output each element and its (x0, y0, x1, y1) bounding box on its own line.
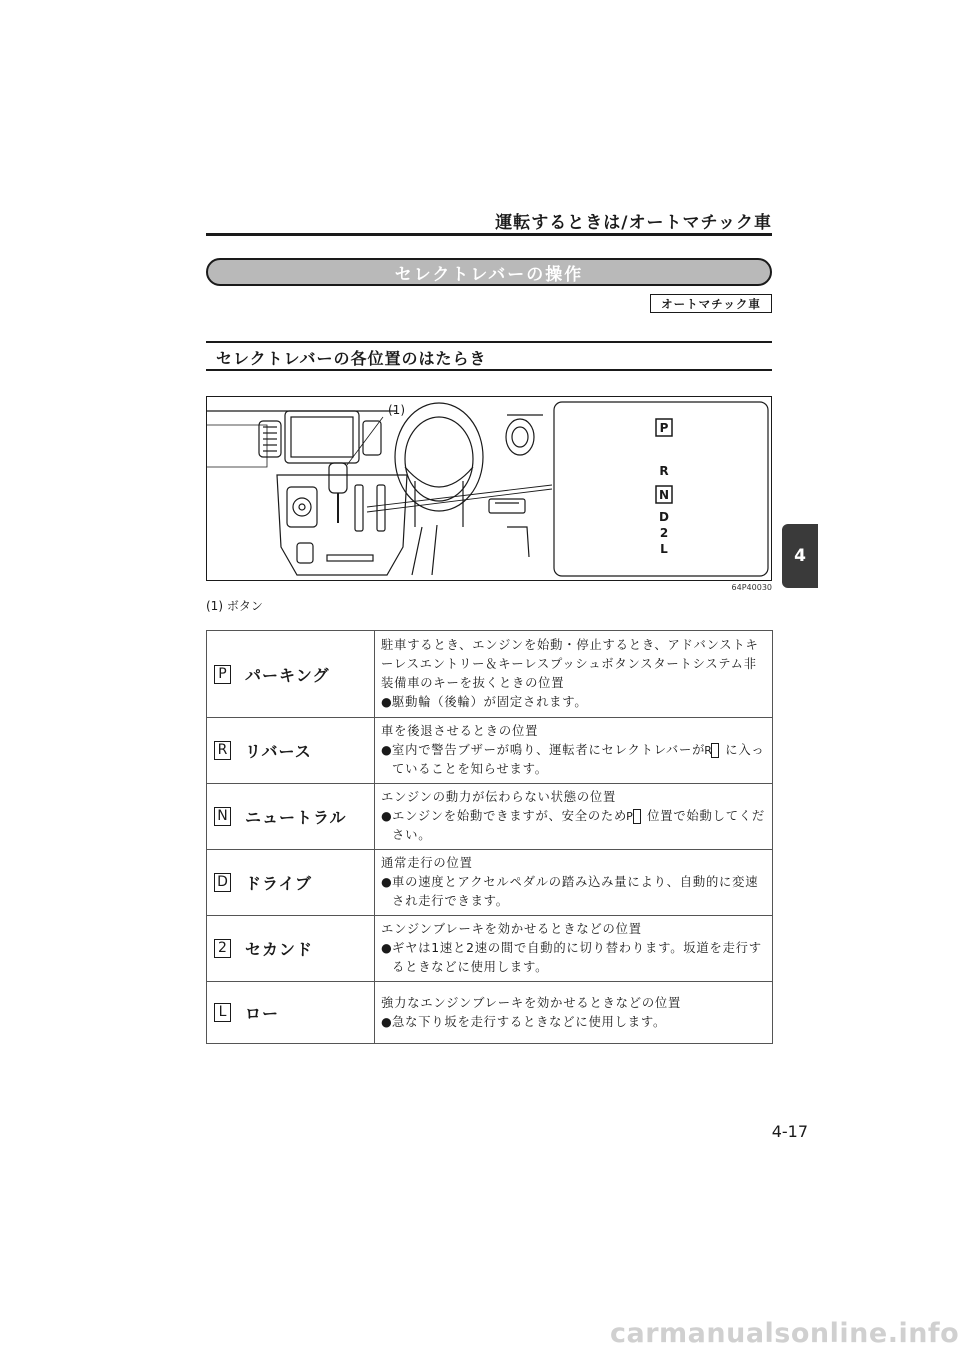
description-text: エンジンの動力が伝わらない状態の位置 (381, 790, 617, 804)
bullet-mark: ● (381, 695, 393, 709)
bullet-mark: ● (381, 1014, 393, 1029)
section-banner (206, 258, 772, 286)
bullet-item: ●ギヤは1速と2速の間で自動的に切り替わります。坂道を走行するときなどに使用します。 (381, 941, 762, 974)
bullet-item: ●エンジンを始動できますが、安全のためP 位置で始動してください。 (381, 809, 766, 842)
position-description (375, 784, 773, 850)
position-table (206, 630, 773, 1044)
dashboard-drawing (207, 397, 772, 581)
gate-label-n: N (658, 488, 670, 502)
bullet-item: ●急な下り坂を走行するときなどに使用します。 (381, 1013, 766, 1032)
table-row (207, 982, 773, 1044)
position-name-cell (207, 718, 375, 784)
dashboard-illustration (206, 396, 772, 581)
position-label: リバース (245, 742, 312, 761)
bullet-item: ●駆動輪（後輪）が固定されます。 (381, 693, 766, 712)
inline-gear-box: R (711, 743, 719, 758)
applies-to-tag: オートマチック車 (650, 294, 772, 313)
figure-code: 64P40030 (731, 583, 772, 592)
gate-label-l: L (660, 542, 668, 556)
table-row (207, 718, 773, 784)
section-title: セレクトレバーの操作 (394, 264, 584, 285)
position-description (375, 718, 773, 784)
position-name-cell (207, 916, 375, 982)
description-text: 強力なエンジンブレーキを効かせるときなどの位置 (381, 995, 682, 1010)
gear-box: P (214, 665, 231, 684)
position-label: ロー (245, 1004, 280, 1023)
gear-box: R (214, 741, 231, 760)
gear-box: 2 (214, 939, 231, 958)
inline-gear-box: P (633, 809, 641, 824)
header-rule (206, 233, 772, 236)
table-row (207, 784, 773, 850)
bullet-item: ●室内で警告ブザーが鳴り、運転者にセレクトレバーがR に入っていることを知らせます。 (381, 743, 765, 776)
subsection-rule-top (206, 341, 772, 343)
chapter-header: 運転するときは/オートマチック車 (495, 213, 772, 233)
watermark: carmanualsonline.info (610, 1318, 960, 1349)
chapter-tab: 4 (782, 524, 818, 588)
gate-label-2: 2 (659, 526, 669, 540)
bullet-mark: ● (381, 875, 393, 889)
position-description (375, 631, 773, 718)
position-label: ニュートラル (245, 808, 347, 827)
description-text: 車を後退させるときの位置 (381, 724, 539, 738)
gear-box: D (214, 873, 231, 892)
position-name-cell (207, 850, 375, 916)
gear-box: N (214, 807, 231, 826)
gate-label-d: D (659, 510, 669, 524)
figure-caption: (1) ボタン (206, 599, 263, 613)
description-text: 通常走行の位置 (381, 856, 473, 870)
position-description (375, 850, 773, 916)
callout-label: (1) (388, 403, 405, 417)
bullet-mark: ● (381, 941, 393, 955)
gear-box: L (214, 1003, 231, 1022)
position-description (375, 982, 773, 1044)
position-description (375, 916, 773, 982)
position-name-cell (207, 784, 375, 850)
position-name-cell (207, 631, 375, 718)
subsection-title: セレクトレバーの各位置のはたらき (216, 349, 487, 368)
description-text: 駐車するとき、エンジンを始動・停止するとき、アドバンストキーレスエントリー＆キーレスプッシュボタンスタートシステム非装備車のキーを抜くときの位置 (381, 638, 759, 690)
position-name-cell (207, 982, 375, 1044)
subsection-rule-bottom (206, 369, 772, 371)
table-row (207, 850, 773, 916)
description-text: エンジンブレーキを効かせるときなどの位置 (381, 922, 642, 936)
bullet-mark: ● (381, 809, 393, 823)
bullet-item: ●車の速度とアクセルペダルの踏み込み量により、自動的に変速され走行できます。 (381, 875, 759, 908)
bullet-mark: ● (381, 743, 393, 757)
position-label: ドライブ (245, 874, 313, 893)
position-label: セカンド (245, 940, 314, 959)
gate-label-p: P (659, 421, 669, 435)
page-number: 4-17 (771, 1122, 808, 1141)
position-label: パーキング (245, 665, 330, 685)
gate-label-r: R (659, 464, 669, 478)
table-row (207, 916, 773, 982)
table-row (207, 631, 773, 718)
